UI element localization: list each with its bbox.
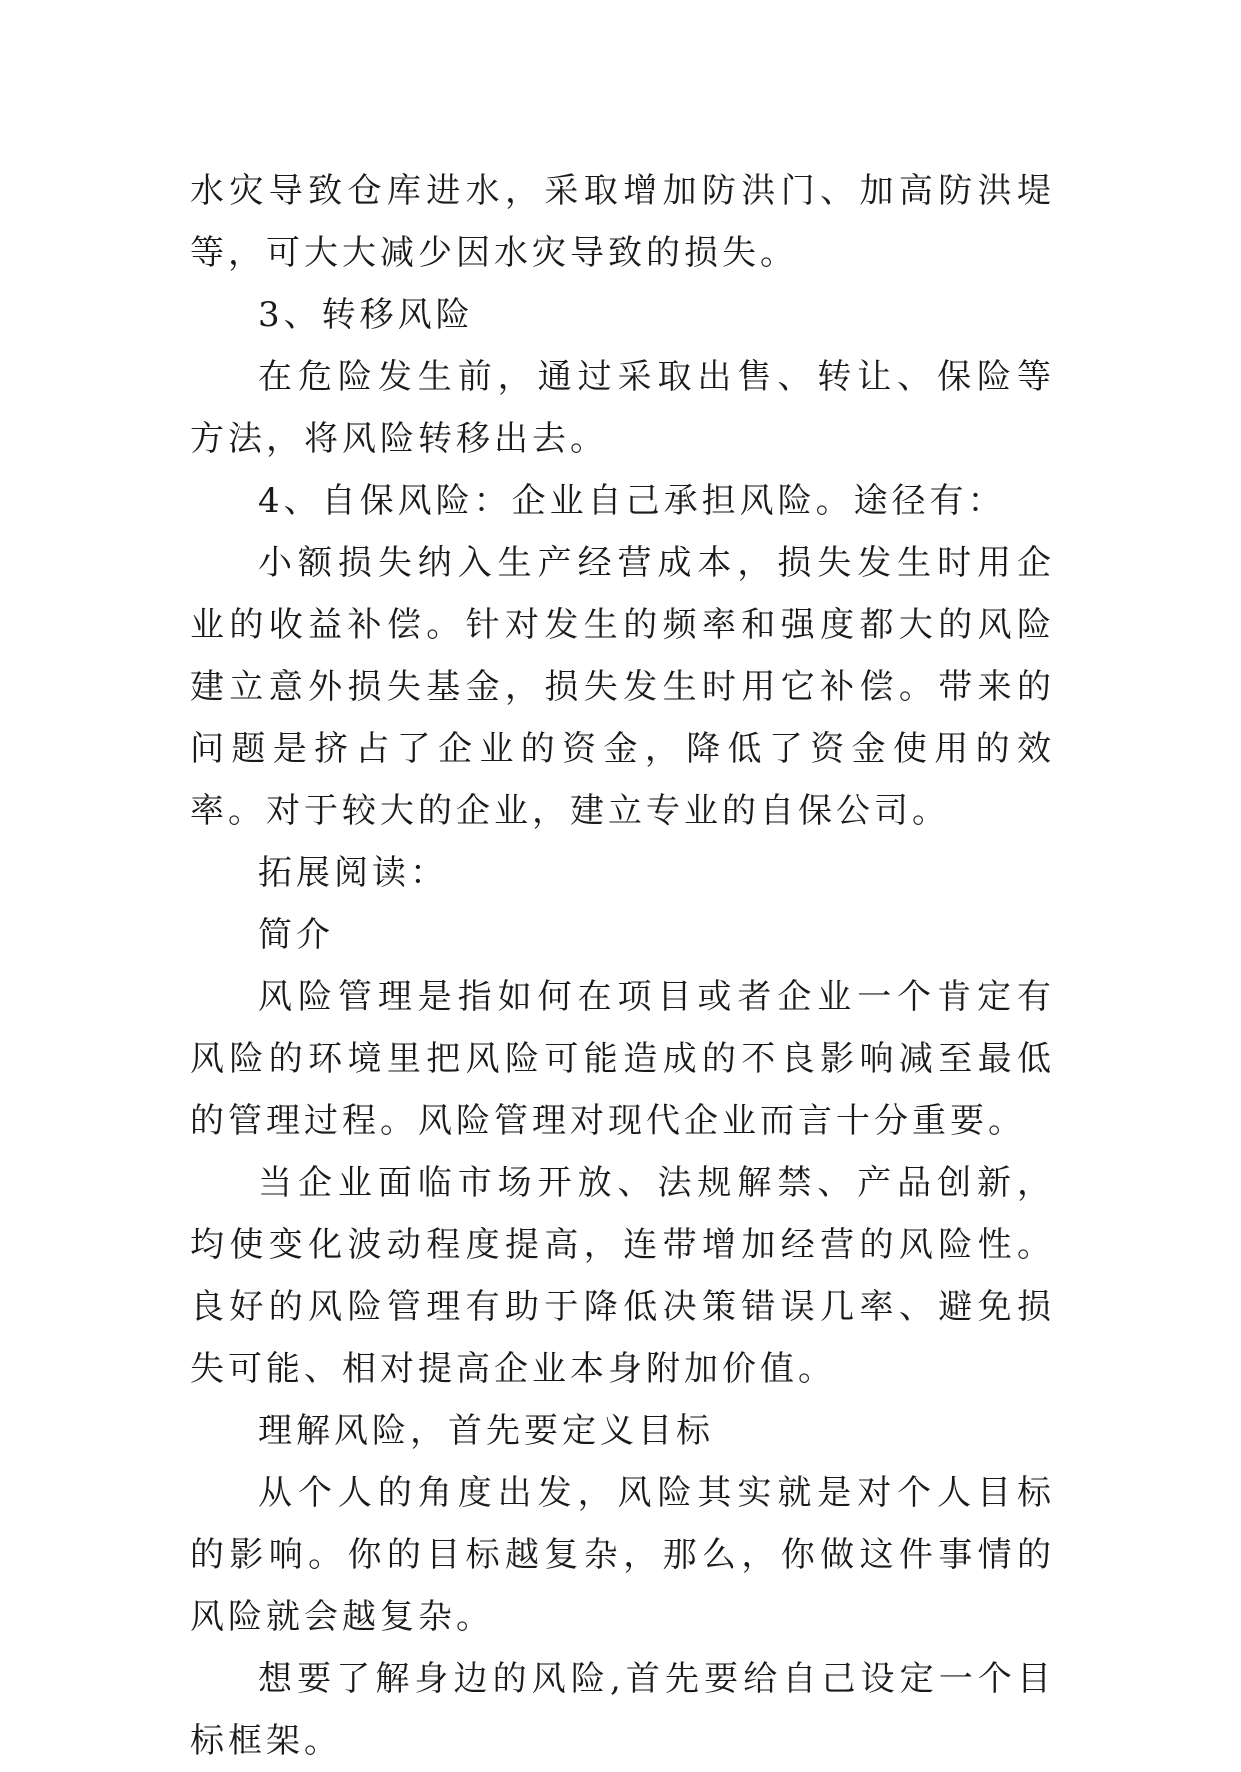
paragraph-enterprise-risk: 当企业面临市场开放、法规解禁、产品创新，均使变化波动程度提高，连带增加经营的风险性。良好的风险管理有助于降低决策错误几率、避免损失可能、相对提高企业本身附加价值。 bbox=[190, 1163, 1055, 1389]
document-body bbox=[190, 160, 1055, 1772]
heading-transfer-risk: 3、转移风险 bbox=[258, 295, 474, 335]
paragraph-continuation: 水灾导致仓库进水，采取增加防洪门、加高防洪堤等，可大大减少因水灾导致的损失。 bbox=[190, 171, 1055, 273]
heading-understand-risk: 理解风险，首先要定义目标 bbox=[258, 1411, 714, 1451]
heading-self-insure-risk: 4、自保风险：企业自己承担风险。途径有： bbox=[258, 481, 1006, 521]
paragraph-transfer-risk: 在危险发生前，通过采取出售、转让、保险等方法，将风险转移出去。 bbox=[190, 357, 1055, 459]
heading-extended-reading: 拓展阅读： bbox=[258, 853, 448, 893]
heading-introduction: 简介 bbox=[258, 915, 334, 955]
paragraph-goal-framework: 想要了解身边的风险,首先要给自己设定一个目标框架。 bbox=[190, 1659, 1055, 1761]
paragraph-risk-management-definition: 风险管理是指如何在项目或者企业一个肯定有风险的环境里把风险可能造成的不良影响减至最低的管理过程。风险管理对现代企业而言十分重要。 bbox=[190, 977, 1055, 1141]
paragraph-self-insure: 小额损失纳入生产经营成本，损失发生时用企业的收益补偿。针对发生的频率和强度都大的风险建立意外损失基金，损失发生时用它补偿。带来的问题是挤占了企业的资金，降低了资金使用的效率。对于较大的企业，建立专业的自保公司。 bbox=[190, 543, 1055, 831]
paragraph-personal-risk: 从个人的角度出发，风险其实就是对个人目标的影响。你的目标越复杂，那么，你做这件事情的风险就会越复杂。 bbox=[190, 1473, 1055, 1637]
